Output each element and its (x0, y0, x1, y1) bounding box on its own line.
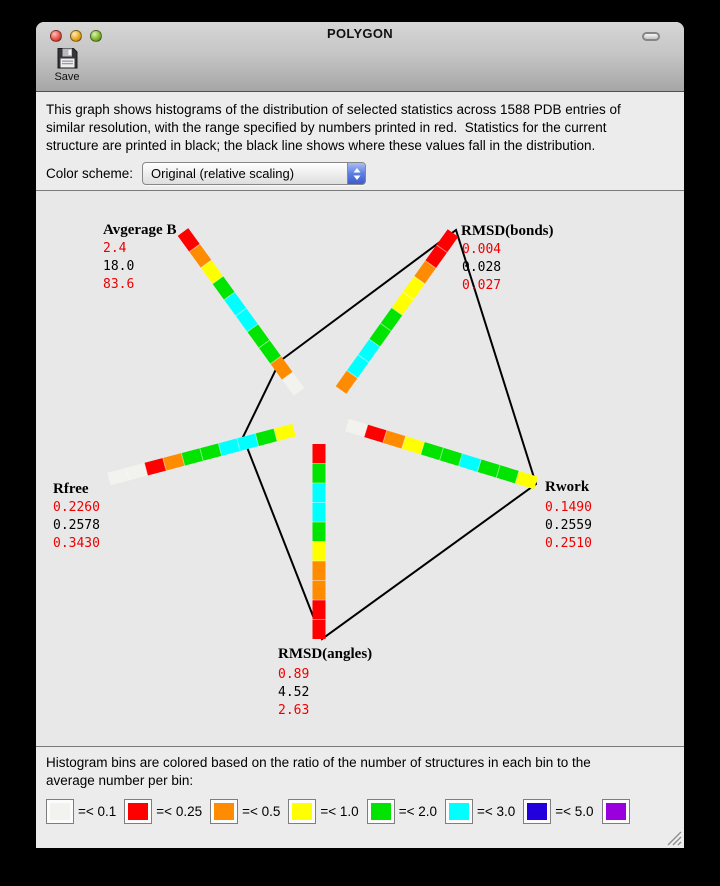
histogram-segment (206, 264, 218, 280)
histogram-segment (257, 435, 276, 440)
histogram-segment (431, 249, 442, 265)
save-button[interactable] (44, 47, 90, 83)
legend-swatch (124, 799, 152, 824)
legend-panel (36, 747, 684, 848)
axis-value: 2.63 (278, 703, 310, 718)
description-line: similar resolution, with the range specified by numbers printed in red. Statistics for the current (46, 120, 607, 135)
resize-grip-icon[interactable] (664, 828, 683, 847)
histogram-segment (517, 477, 536, 483)
histogram-segment (423, 448, 442, 454)
save-button-label: Save (54, 71, 80, 83)
popup-stepper-icon (347, 163, 365, 184)
histogram-segment (241, 312, 253, 328)
legend-swatch-color (449, 803, 469, 820)
color-scheme-label: Color scheme: (46, 166, 134, 181)
legend-swatch-label: =< 0.25 (156, 804, 203, 819)
legend-swatch (367, 799, 395, 824)
histogram-segment (220, 445, 239, 450)
histogram-segment (287, 376, 299, 392)
legend-swatch-label: =< 0.1 (78, 804, 117, 819)
axis-value: 4.52 (278, 685, 310, 700)
legend-text-line: average number per bin: (46, 773, 194, 788)
axis-value: 18.0 (103, 259, 135, 274)
histogram-segment (109, 474, 128, 479)
polygon-plot-panel (36, 190, 684, 747)
histogram-segment (366, 431, 385, 437)
axis-value: 0.3430 (53, 536, 100, 551)
histogram-segment (264, 344, 276, 360)
histogram-segment (404, 442, 423, 448)
legend-swatch-label: =< 3.0 (476, 804, 516, 819)
axis-title: Avgerage B (103, 222, 177, 238)
histogram-segment (341, 374, 352, 390)
description-panel (36, 92, 684, 190)
axis-value: 0.2510 (545, 536, 592, 551)
color-scheme-select[interactable] (142, 162, 366, 185)
histogram-segment (385, 437, 404, 443)
legend-swatch-color (128, 803, 148, 820)
axis-avgerage-b (103, 222, 299, 392)
legend-swatch-color (50, 803, 70, 820)
legend-swatch (46, 799, 74, 824)
color-scheme-value: Original (relative scaling) (151, 166, 295, 181)
axis-value: 0.1490 (545, 500, 592, 515)
legend-swatch (523, 799, 551, 824)
axis-title: RMSD(bonds) (461, 223, 554, 239)
toolbar-toggle-button[interactable] (642, 32, 660, 41)
histogram-segment (498, 471, 517, 477)
histogram-segment (442, 233, 453, 249)
floppy-disk-icon (56, 47, 79, 70)
legend-text-line: Histogram bins are colored based on the ratio of the number of structures in each bin to the (46, 755, 591, 770)
histogram-segment (386, 312, 397, 328)
legend-swatch (445, 799, 473, 824)
legend-swatch (602, 799, 630, 824)
histogram-segment (183, 455, 202, 460)
histogram-segment (479, 466, 498, 472)
description-line: This graph shows histograms of the distribution of selected statistics across 1588 PDB entries of (46, 102, 621, 117)
histogram-segment (239, 440, 258, 445)
axis-value: 2.4 (103, 241, 127, 256)
polygon-chart (36, 191, 684, 746)
axis-title: Rwork (545, 479, 590, 495)
axis-title: Rfree (53, 481, 89, 497)
histogram-segment (419, 264, 430, 280)
legend-swatch-color (371, 803, 391, 820)
axis-value: 0.027 (462, 278, 502, 293)
histogram-segment (397, 296, 408, 312)
histogram-segment (460, 460, 479, 466)
histogram-segment (347, 425, 366, 431)
axis-value: 83.6 (103, 277, 135, 292)
legend-swatch-label: =< 5.0 (555, 804, 594, 819)
histogram-segment (195, 248, 207, 264)
histogram-segment (165, 459, 184, 464)
legend-swatch (288, 799, 316, 824)
histogram-segment (276, 430, 295, 435)
histogram-segment (183, 232, 195, 248)
axis-rmsd-bonds (341, 223, 554, 390)
polygon-window (36, 22, 684, 848)
legend-row (46, 799, 684, 824)
legend-swatch-color (527, 803, 547, 820)
legend-swatch (210, 799, 238, 824)
axis-value: 0.004 (462, 242, 502, 257)
histogram-segment (253, 328, 265, 344)
histogram-segment (276, 360, 288, 376)
histogram-segment (128, 469, 147, 474)
histogram-segment (375, 327, 386, 343)
histogram-segment (352, 359, 363, 375)
axis-value: 0.2260 (53, 500, 100, 515)
histogram-segment (218, 280, 230, 296)
axis-value: 0.89 (278, 667, 310, 682)
window-title: POLYGON (327, 26, 393, 41)
histogram-segment (442, 454, 461, 460)
histogram-segment (202, 450, 221, 455)
axis-value: 0.028 (462, 260, 502, 275)
legend-swatch-color (606, 803, 626, 820)
legend-swatch-label: =< 0.5 (242, 804, 281, 819)
legend-swatch-label: =< 1.0 (320, 804, 359, 819)
axis-value: 0.2578 (53, 518, 100, 533)
legend-swatch-color (214, 803, 234, 820)
histogram-segment (408, 280, 419, 296)
histogram-segment (146, 464, 165, 469)
color-scheme-row (46, 162, 684, 185)
axis-rfree (53, 429, 294, 551)
description-line: structure are printed in black; the black line shows where these values fall in the distribution. (46, 138, 596, 153)
axis-title: RMSD(angles) (278, 646, 373, 662)
histogram-segment (229, 296, 241, 312)
axis-rmsd-angles (278, 444, 372, 718)
histogram-segment (363, 343, 374, 359)
axis-value: 0.2559 (545, 518, 592, 533)
window-chrome (36, 22, 684, 92)
legend-swatch-color (292, 803, 312, 820)
legend-swatch-label: =< 2.0 (398, 804, 437, 819)
